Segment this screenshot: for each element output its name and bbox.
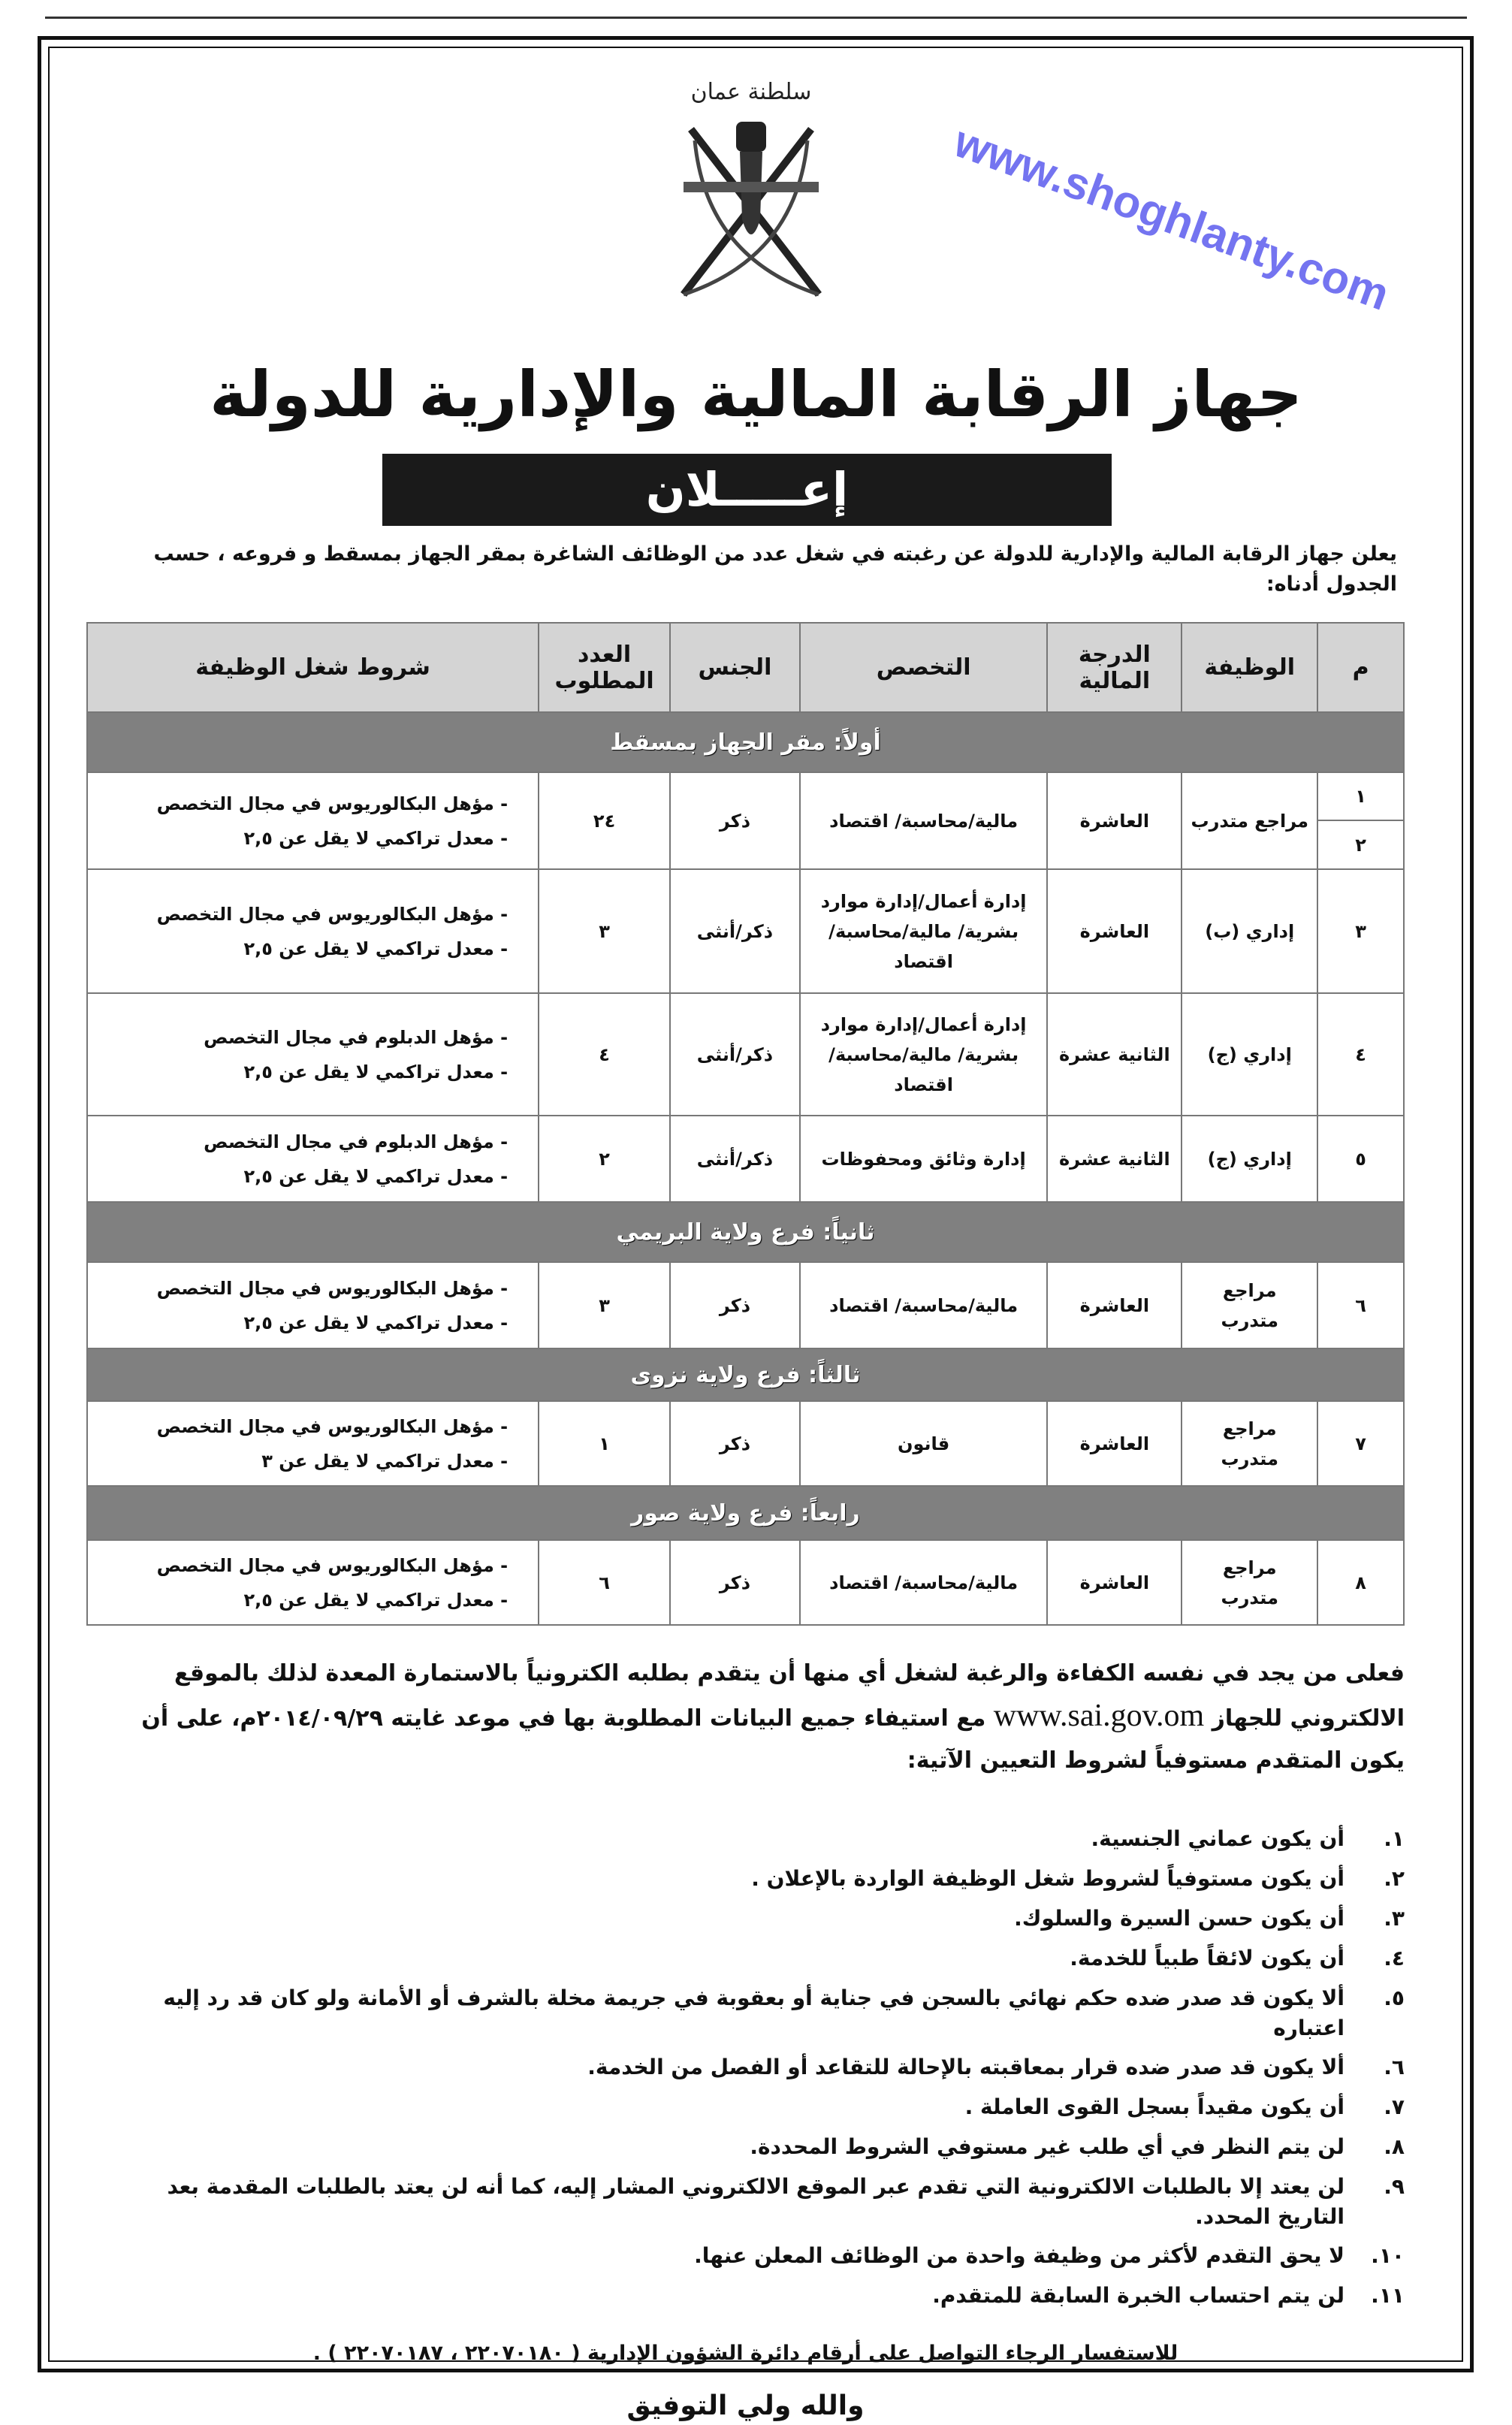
list-item: ٥. ألا يكون قد صدر ضده حكم نهائي بالسجن في جناية أو بعقوبة في جريمة مخلة بالشرف أو الأمانة ولو كان قد رد إليه اعتباره [163, 1986, 1405, 2040]
table-row: ٢ [87, 820, 1404, 869]
vacancies-table [86, 622, 1405, 1626]
page-title: جهاز الرقابة المالية والإدارية للدولة [210, 358, 1302, 431]
list-item: ٦. ألا يكون قد صدر ضده قرار بمعاقبته بالإحالة للتقاعد أو الفصل من الخدمة. [587, 2055, 1405, 2079]
application-paragraph: فعلى من يجد في نفسه الكفاءة والرغبة لشغل أي منها أن يتقدم بطلبه الكترونياً بالاستمارة المعدة لذلك بالموقع الالكتروني للجهاز www.sai.gov.om مع استيفاء جميع البيانات المطلوبة بها في موعد غايته ٢٠١٤/٠٩/٢٩م، على أن يكون المتقدم مستوفياً لشروط التعيين الآتية: [141, 1660, 1405, 1774]
section-row: أولاً: مقر الجهاز بمسقط [87, 712, 1404, 772]
conditions-list [86, 1820, 1405, 2316]
table-header-row [87, 623, 1404, 712]
contact-info: للاستفسار الرجاء التواصل على أرقام دائرة الشؤون الإدارية ( ٢٢٠٧٠١٨٠ ، ٢٢٠٧٠١٨٧ ) . [312, 2342, 1179, 2365]
list-item: ١٠. لا يحق التقدم لأكثر من وظيفة واحدة من الوظائف المعلن عنها. [694, 2243, 1405, 2268]
section-row: ثانياً: فرع ولاية البريمي [87, 1202, 1404, 1262]
table-row: ٧ مراجع متدرب العاشرة قانون ذكر ١ - مؤهل البكالوريوس في مجال التخصص - معدل تراكمي لا يقل عن ٣ [87, 1401, 1404, 1486]
list-item: ٧. أن يكون مقيداً بسجل القوى العاملة . [964, 2094, 1405, 2119]
table-row: ٣ إداري (ب) العاشرة إدارة أعمال/إدارة موارد بشرية/ مالية/محاسبة/ اقتصاد ذكر/أنثى ٣ - مؤهل البكالوريوس في مجال التخصص - معدل تراكمي لا يقل عن ٢,٥ [87, 869, 1404, 993]
watermark: www.shoghlanty.com [947, 116, 1396, 320]
header-no: م [1317, 623, 1404, 712]
announcement-banner: إعـــــلان [382, 454, 1112, 526]
table-row: ١ مراجع متدرب العاشرة مالية/محاسبة/ اقتصاد ذكر ٢٤ - مؤهل البكالوريوس في مجال التخصص - معدل تراكمي لا يقل عن ٢,٥ [87, 772, 1404, 820]
list-item: ٤. أن يكون لائقاً طبياً للخدمة. [1070, 1946, 1405, 1971]
section-row: ثالثاً: فرع ولاية نزوى [87, 1348, 1404, 1401]
header-gender: الجنس [670, 623, 800, 712]
list-item: ٢. أن يكون مستوفياً لشروط شغل الوظيفة الواردة بالإعلان . [751, 1866, 1405, 1891]
intro-text: يعلن جهاز الرقابة المالية والإدارية للدولة عن رغبته في شغل عدد من الوظائف الشاغرة بمقر الجهاز بمسقط و فروعه ، حسب الجدول أدناه: [153, 542, 1397, 596]
table-row: ٦ مراجع متدرب العاشرة مالية/محاسبة/ اقتصاد ذكر ٣ - مؤهل البكالوريوس في مجال التخصص - معدل تراكمي لا يقل عن ٢,٥ [87, 1262, 1404, 1348]
svg-text:سلطنة عمان: سلطنة عمان [690, 79, 812, 105]
header-job: الوظيفة [1182, 623, 1317, 712]
section-row: رابعاً: فرع ولاية صور [87, 1486, 1404, 1540]
table-row: ٨ مراجع متدرب العاشرة مالية/محاسبة/ اقتصاد ذكر ٦ - مؤهل البكالوريوس في مجال التخصص - معدل تراكمي لا يقل عن ٢,٥ [87, 1540, 1404, 1625]
table-row: ٤ إداري (ج) الثانية عشرة إدارة أعمال/إدارة موارد بشرية/ مالية/محاسبة/ اقتصاد ذكر/أنثى ٤ - مؤهل الدبلوم في مجال التخصص - معدل تراكمي لا يقل عن ٢,٥ [87, 993, 1404, 1116]
closing-text: والله ولي التوفيق [626, 2390, 865, 2421]
oman-national-emblem-icon [661, 69, 841, 325]
table-row: ٥ إداري (ج) الثانية عشرة إدارة وثائق ومحفوظات ذكر/أنثى ٢ - مؤهل الدبلوم في مجال التخصص - معدل تراكمي لا يقل عن ٢,٥ [87, 1116, 1404, 1202]
list-item: ١. أن يكون عماني الجنسية. [1091, 1826, 1405, 1851]
header-specialization: التخصص [800, 623, 1048, 712]
list-item: ٩. لن يعتد إلا بالطلبات الالكترونية التي تقدم عبر الموقع الالكتروني المشار إليه، كما أنه لن يعتد بالطلبات المقدمة بعد التاريخ المحدد. [167, 2174, 1405, 2229]
header-conditions: شروط شغل الوظيفة [87, 623, 539, 712]
website-link[interactable]: www.sai.gov.om [993, 1699, 1205, 1733]
header-grade: الدرجة المالية [1047, 623, 1182, 712]
list-item: ١١. لن يتم احتساب الخبرة السابقة للمتقدم. [932, 2283, 1405, 2308]
list-item: ٨. لن يتم النظر في أي طلب غير مستوفي الشروط المحددة. [750, 2134, 1405, 2159]
document-body [86, 539, 1405, 2425]
list-item: ٣. أن يكون حسن السيرة والسلوك. [1014, 1906, 1405, 1931]
top-rule [45, 17, 1467, 19]
header-count: العدد المطلوب [539, 623, 670, 712]
